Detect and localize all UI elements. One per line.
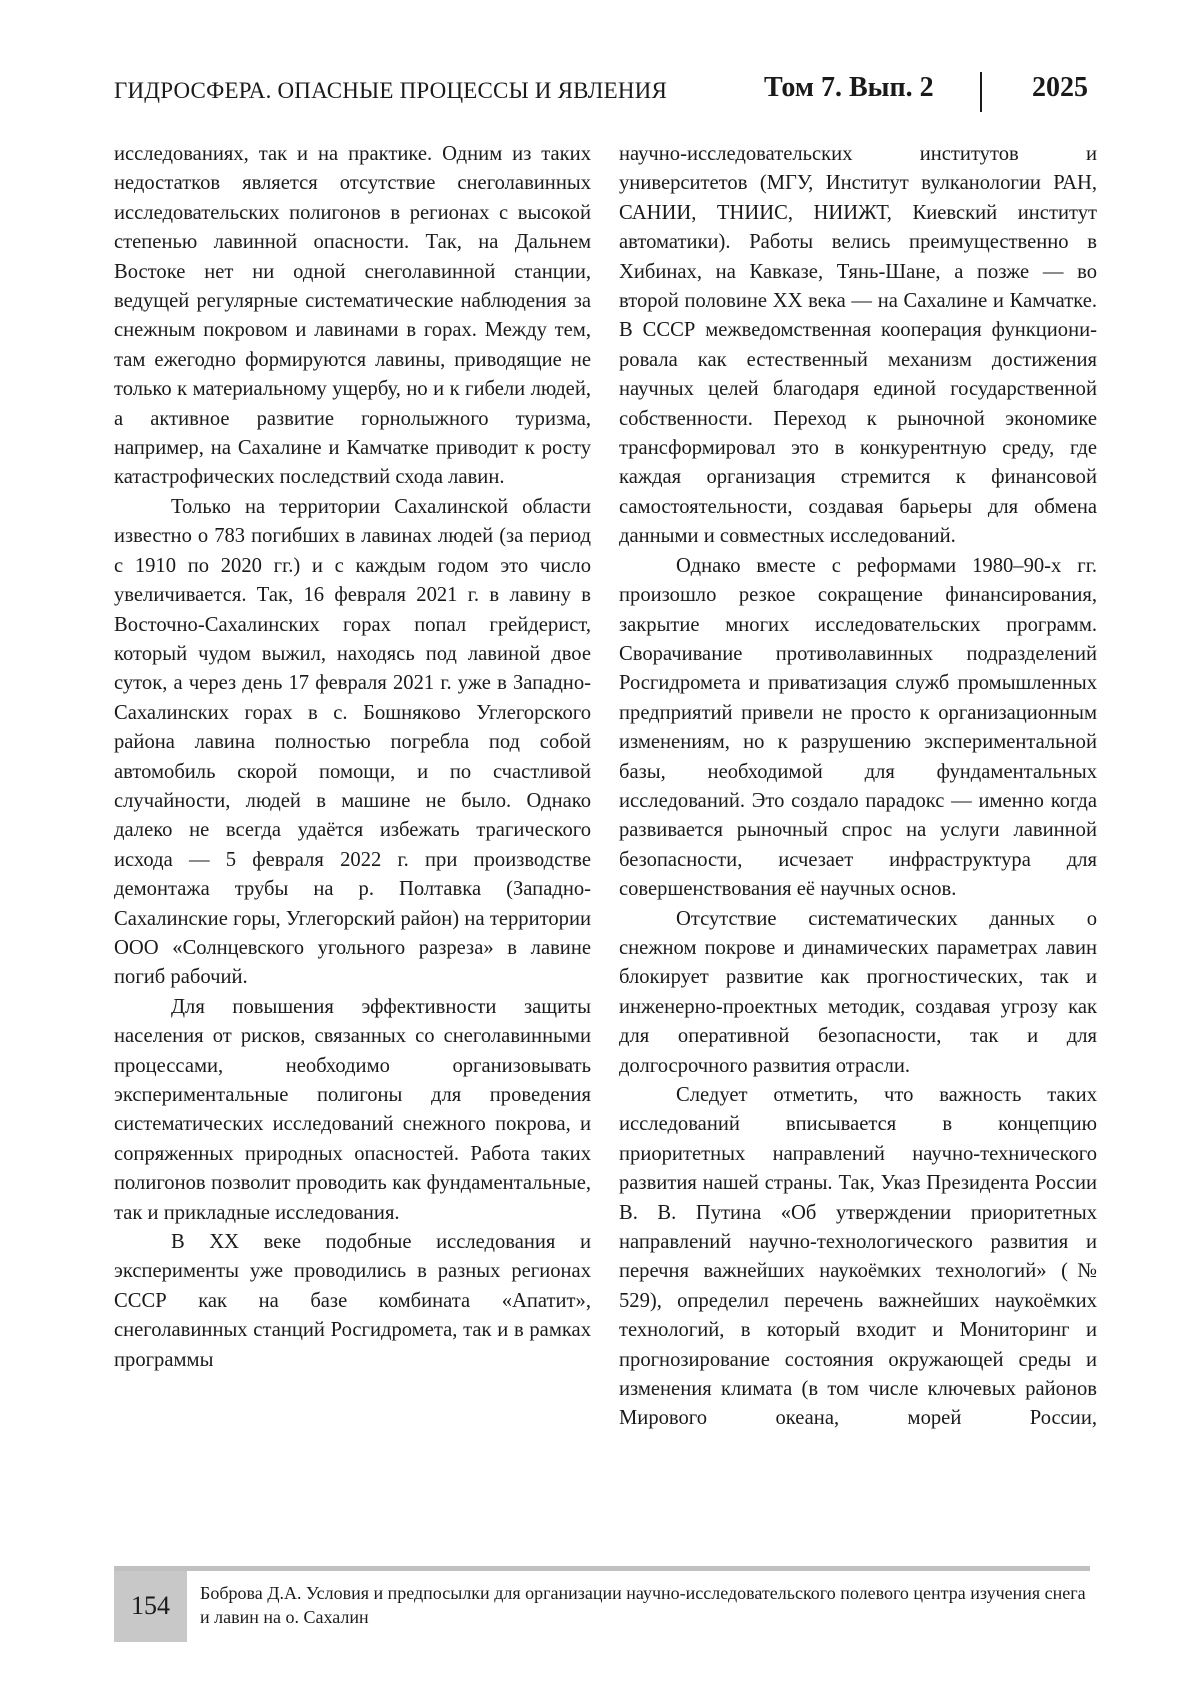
left-column: [114, 140, 591, 1375]
paragraph: Для повышения эффективности защиты населения от рисков, связанных со снеголавинными процессами, необходимо организовывать экспериментальные полигоны для проведения систематических исследований снежного покрова, и сопряженных природных опасностей. Работа таких полигонов позволит проводить как фундаментальные, так и прикладные исследования.: [114, 995, 591, 1224]
page-header: [114, 72, 1088, 112]
page-number: 154: [131, 1591, 170, 1620]
running-citation: Боброва Д.А. Условия и предпосылки для организации научно-исследовательского полевого центра изучения снега и лавин на о. Сахалин: [200, 1583, 1086, 1627]
header-divider: [980, 72, 982, 112]
paragraph: Отсутствие систематических данных о снежном покрове и динамических параметрах лавин блокирует развитие как прогностических, так и инженерно-проектных методик, создавая угрозу как для оперативной безопасности, так и для долгосрочного развития отрасли.: [619, 907, 1097, 1077]
page-footer: [114, 1566, 1090, 1642]
paragraph: Однако вместе с реформами 1980–90-х гг. произошло резкое сокращение финансирования, закрытие многих исследовательских программ. Сворачивание противолавинных подразделений Росгидромета и приватизация служб промышленных предприятий привели не просто к организационным изменениям, но к разрушению экспериментальной базы, необходимой для фундаментальных исследований. Это создало парадокс — именно когда развивается рыночный спрос на услуги лавинной безопасности, исчезает инфраструктура для совершенствования её научных основ.: [619, 554, 1097, 901]
journal-title: ГИДРОСФЕРА. ОПАСНЫЕ ПРОЦЕССЫ И ЯВЛЕНИЯ: [114, 78, 667, 103]
publication-year: 2025: [1032, 72, 1088, 103]
paragraph: Следует отметить, что важность таких исследований вписывается в концепцию приоритетных направлений научно-технического развития нашей страны. Так, Указ Президента России В. В. Путина «Об утверждении приоритетных направлений научно-технологического развития и перечня важнейших наукоёмких технологий» (№ 529), определил перечень важнейших наукоёмких технологий, в который входит и Мониторинг и прогнозирование состояния окружающей среды и изменения климата (в том числе ключевых районов Мирового океана, морей России,: [619, 1084, 1097, 1430]
paragraph: Только на территории Сахалинской области известно о 783 погибших в лавинах людей (за период с 1910 по 2020 гг.) и с каждым годом это число увеличивается. Так, 16 февраля 2021 г. в лавину в Восточно-Сахалинских горах попал грейдерист, который чудом выжил, находясь под лавиной двое суток, а через день 17 февраля 2021 г. уже в Западно-Сахалинских горах в с. Бошняково Углегорского района лавина полностью погребла под собой автомобиль скорой помощи, и по счастливой случайности, людей в машине не было. Однако далеко не всегда удаётся избежать трагического исхода — 5 февраля 2022 г. при производстве демонтажа трубы на р. Полтавка (Западно-Сахалинские горы, Углегорский район) на территории ООО «Солнцевского угольного разреза» в лавине погиб рабочий.: [114, 495, 591, 989]
paragraph: исследованиях, так и на практике. Одним из таких недостатков является отсутствие снеголавинных исследовательских полигонов в регионах с высокой степенью лавинной опасности. Так, на Дальнем Востоке нет ни одной снеголавинной станции, ведущей регулярные систематические наблюдения за снежным покровом и лавинами в горах. Между тем, там ежегодно формируются лавины, приводящие не только к материальному ущербу, но и к гибели людей, а активное развитие горнолыжного туризма, например, на Сахалине и Камчатке приводит к росту катастрофических последствий схода лавин.: [114, 143, 591, 489]
right-column: [619, 140, 1097, 1434]
volume-issue: Том 7. Вып. 2: [764, 72, 934, 103]
paragraph: В XX веке подобные исследования и эксперименты уже проводились в разных регионах СССР как на базе комбината «Апатит», снеголавинных станций Росгидромета, так и в рамках программы: [114, 1231, 591, 1371]
page-number-box: [114, 1571, 187, 1642]
footer-rule: [114, 1566, 1090, 1571]
paragraph: научно-исследовательских институтов и университетов (МГУ, Институт вулканологии РАН, САНИИ, ТНИИС, НИИЖТ, Киевский институт автоматики). Работы велись преимущественно в Хибинах, на Кавказе, Тянь-Шане, а позже — во второй половине XX века — на Сахалине и Камчатке. В СССР межведомственная кооперация функциони-ровала как естественный механизм достижения научных целей благодаря единой государственной собственности. Переход к рыночной экономике трансформировал это в конкурентную среду, где каждая организация стремится к финансовой самостоятельности, создавая барьеры для обмена данными и совместных исследований.: [619, 143, 1097, 548]
